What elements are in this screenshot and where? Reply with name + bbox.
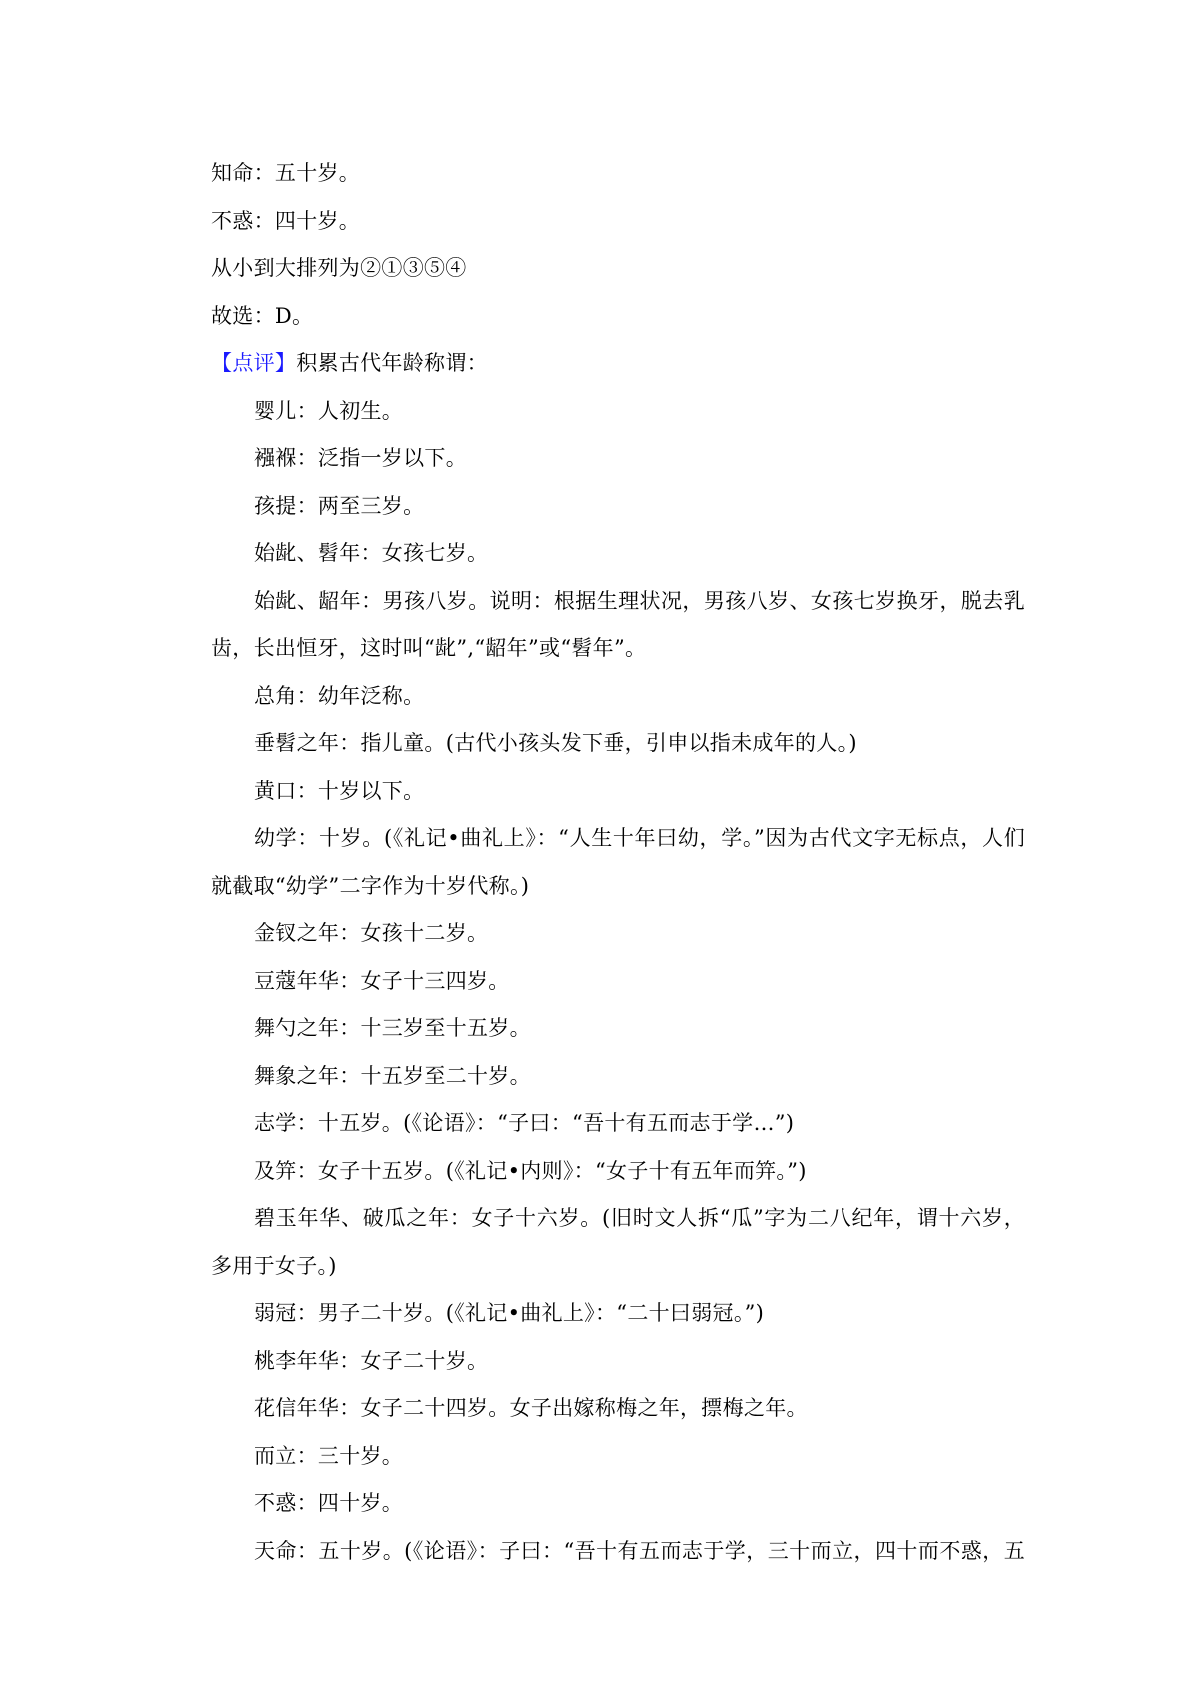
text-line-answer: 故选：D。 bbox=[211, 303, 314, 328]
text-line-biyu: 碧玉年华、破瓜之年：女子十六岁。(旧时文人拆“瓜”字为二八纪年，谓十六岁， bbox=[254, 1206, 1025, 1230]
text-line-taoli: 桃李年华：女子二十岁。 bbox=[254, 1348, 489, 1373]
text-line-shichen-tiaonian-boy: 始龀、龆年：男孩八岁。说明：根据生理状况，男孩八岁、女孩七岁换牙，脱去乳 bbox=[254, 588, 1025, 613]
text-line-ruoguan: 弱冠：男子二十岁。(《礼记•曲礼上》：“二十曰弱冠。”) bbox=[254, 1301, 765, 1325]
comment-tag-open: 【 bbox=[211, 351, 233, 375]
text-line-buhuo-2: 不惑：四十岁。 bbox=[254, 1491, 404, 1515]
text-line-ordering: 从小到大排列为②①③⑤④ bbox=[211, 256, 467, 280]
text-line-zhiming: 知命：五十岁。 bbox=[211, 161, 361, 185]
text-line-huaxin: 花信年华：女子二十四岁。女子出嫁称梅之年，摽梅之年。 bbox=[254, 1396, 808, 1420]
text-line-wuxiang: 舞象之年：十五岁至二十岁。 bbox=[254, 1063, 531, 1088]
comment-tag-label: 点评 bbox=[232, 351, 275, 375]
text-line-shichen-continued: 齿，长出恒牙，这时叫“龀”,“龆年”或“髫年”。 bbox=[211, 636, 647, 660]
text-line-youxue: 幼学：十岁。(《礼记•曲礼上》：“人生十年曰幼，学。”因为古代文字无标点，人们 bbox=[254, 826, 1025, 850]
text-line-tianming: 天命：五十岁。(《论语》：子曰：“吾十有五而志于学，三十而立，四十而不惑，五 bbox=[254, 1538, 1025, 1563]
text-line-shichen-tiaonian: 始龀、髫年：女孩七岁。 bbox=[254, 541, 489, 565]
text-line-youxue-continued: 就截取“幼学”二字作为十岁代称。) bbox=[211, 873, 530, 898]
comment-intro: 积累古代年龄称谓： bbox=[296, 351, 488, 375]
text-line-wushao: 舞勺之年：十三岁至十五岁。 bbox=[254, 1016, 531, 1040]
text-line-zhixue: 志学：十五岁。(《论语》：“子曰：“吾十有五而志于学…”) bbox=[254, 1111, 795, 1135]
text-line-chuitiao: 垂髫之年：指儿童。(古代小孩头发下垂，引申以指未成年的人。) bbox=[254, 731, 857, 755]
text-line-buhuo: 不惑：四十岁。 bbox=[211, 208, 361, 233]
text-line-doukou: 豆蔻年华：女子十三四岁。 bbox=[254, 968, 510, 993]
text-line-jiji: 及笄：女子十五岁。(《礼记•内则》：“女子十有五年而笄。”) bbox=[254, 1158, 807, 1183]
text-line-haiti: 孩提：两至三岁。 bbox=[254, 493, 425, 518]
comment-line bbox=[211, 340, 1025, 388]
text-line-qiangbao: 襁褓：泛指一岁以下。 bbox=[254, 446, 467, 470]
text-line-biyu-continued: 多用于女子。) bbox=[211, 1253, 337, 1278]
text-line-erli: 而立：三十岁。 bbox=[254, 1443, 404, 1468]
document-body bbox=[211, 150, 1025, 1575]
comment-tag-close: 】 bbox=[274, 351, 297, 375]
text-line-yinger: 婴儿：人初生。 bbox=[254, 398, 404, 423]
text-line-zongjiao: 总角：幼年泛称。 bbox=[254, 683, 425, 708]
text-line-huangkou: 黄口：十岁以下。 bbox=[254, 778, 425, 803]
text-line-jinchai: 金钗之年：女孩十二岁。 bbox=[254, 921, 489, 945]
